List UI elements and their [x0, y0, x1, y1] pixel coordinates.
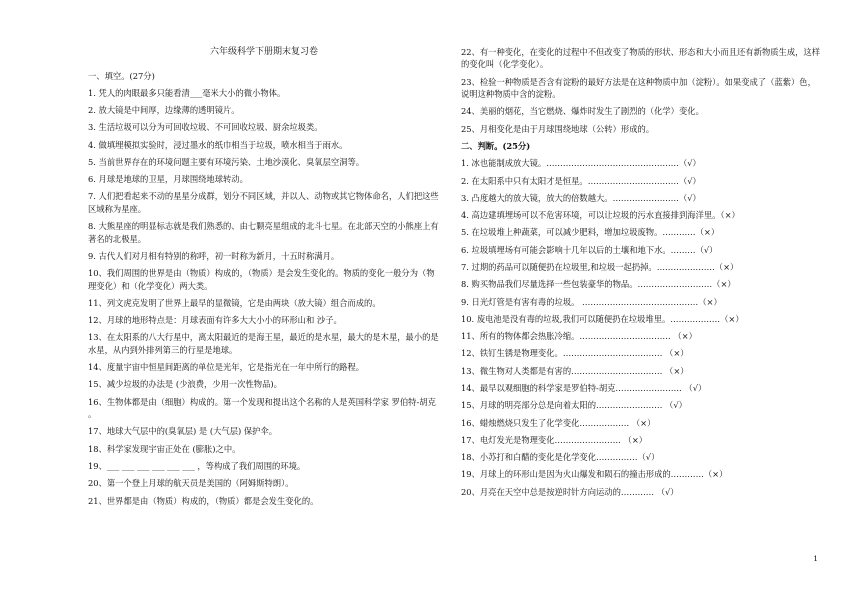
document-title: 六年级科学下册期末复习卷	[209, 47, 318, 57]
section-fill-in-heading: 一、填空。(27分)	[88, 70, 155, 81]
question-item: 19、___ ___ ___ ___ ___ ___ ，等构成了我们周围的环境。	[88, 461, 306, 472]
judgment-item: 14、最早以观细胞的科学家是罗伯特-胡克…………………… （√）	[461, 382, 707, 393]
question-item: 23、检验一种物质是否含有淀粉的最好方法是在这种物质中加（淀粉）。如果变成了（蓝紫）色，说明这种物质中含的淀粉。	[461, 76, 816, 100]
judgment-item: 12、铁钉生锈是物理变化。……………………………… （×）	[461, 348, 689, 359]
question-item: 25、月相变化是由于月球围绕地球（公转）形成的。	[461, 123, 655, 134]
judgment-item: 7. 过期的药品可以随便扔在垃圾里,和垃圾一起扔掉。…………………（×）	[461, 261, 739, 272]
question-item: 24、美丽的烟花，当它燃烧、爆炸时发生了剧烈的（化学）变化。	[461, 106, 704, 117]
question-item: 6. 月球是地球的卫星，月球围绕地球转动。	[88, 174, 248, 185]
question-item: 4. 做填埋模拟实验时，浸过墨水的纸巾相当于垃圾，喷水相当于雨水。	[88, 139, 348, 150]
question-item: 11、列文虎克发明了世界上最早的显微镜，它是由两块（放大镜）组合而成的。	[88, 297, 381, 308]
question-item: 1. 凭人的肉眼最多只能看清___毫米大小的微小物体。	[88, 87, 286, 98]
question-item: 9. 古代人们对月相有特别的称呼，初一时称为新月，十五时称满月。	[88, 250, 340, 261]
judgment-item: 8. 购买物品我们尽量选择一些包装豪华的物品。………………………（×）	[461, 279, 736, 290]
judgment-item: 11、所有的物体都会热胀冷缩。…………………………… （×）	[461, 331, 697, 342]
left-column	[88, 46, 440, 512]
question-item: 20、第一个登上月球的航天员是美国的（阿姆斯特朗）。	[88, 478, 294, 489]
question-item: 16、生物体都是由（细胞）构成的。第一个发现和提出这个名称的人是英国科学家 罗伯特-胡克 。	[88, 396, 436, 420]
question-item: 7. 人们把看起来不动的星星分成群，划分不同区域，并以人、动物或其它物体命名，人们把这些区域称为星座。	[88, 191, 439, 214]
section-judgment-heading: 二、判断。(25分)	[461, 141, 531, 151]
page-number: 1	[813, 554, 818, 563]
question-item: 12、月球的地形特点是：月球表面有许多大大小小的环形山和 沙子。	[88, 315, 342, 326]
question-item: 8. 大熊星座的明显标志就是我们熟悉的、由七颗亮星组成的北斗七星。在北部天空的小熊座上有著名的北极星。	[88, 221, 439, 244]
question-item: 22、有一种变化，在变化的过程中不但改变了物质的形状、形态和大小而且还有新物质生成，这样的变化叫（化学变化）。	[461, 47, 821, 70]
question-item: 2. 放大镜是中间厚，边缘薄的透明镜片。	[88, 105, 240, 116]
judgment-item: 9. 日光灯管是有害有毒的垃圾。 ……………………………………（×）	[461, 296, 722, 307]
judgment-list	[461, 157, 821, 498]
judgment-item: 18、小苏打和白醋的变化是化学变化……………（√）	[461, 452, 660, 463]
fill-in-list	[88, 87, 440, 507]
judgment-item: 2. 在太阳系中只有太阳才是恒星。……………………………（√）	[461, 175, 701, 186]
fill-in-list-continued	[461, 46, 821, 135]
question-item: 18、科学家发现宇宙正处在 (膨胀)之中。	[88, 443, 241, 454]
question-item: 14、度量宇宙中恒星间距离的单位是光年，它是指光在一年中所行的路程。	[88, 362, 365, 373]
judgment-item: 15、月球的明亮部分总是向着太阳的…………………… （√）	[461, 400, 687, 411]
question-item: 15、减少垃圾的办法是 (少浪费，少用一次性物品)。	[88, 379, 282, 390]
judgment-item: 4. 高边建填埋场可以不危害环境，可以让垃圾的污水直接排到海洋里。（×）	[461, 210, 740, 221]
question-item: 10、我们周围的世界是由（物质）构成的，（物质）是会发生变化的。物质的变化一般分为（物理变化）和（化学变化）两大类。	[88, 268, 435, 291]
judgment-item: 19、月球上的环形山是因为火山爆发和陨石的撞击形成的…………（×）	[461, 469, 728, 480]
judgment-item: 6. 垃圾填埋场有可能会影响十几年以后的土壤和地下水。………（√）	[461, 244, 718, 255]
judgment-item: 1. 冰也能制成放大镜。…………………………………………（√）	[461, 158, 701, 169]
question-item: 17、地球大气层中的(臭氧层) 是 (大气层) 保护伞。	[88, 426, 278, 437]
judgment-item: 3. 凸度越大的放大镜，放大的倍数越大。……………………（√）	[461, 192, 701, 203]
judgment-item: 10. 废电池是没有毒的垃圾,我们可以随便扔在垃圾堆里。………………（×）	[461, 313, 744, 324]
judgment-item: 16、蜡烛燃烧只发生了化学变化……………… （×）	[461, 417, 656, 428]
question-item: 13、在太阳系的八大行星中，离太阳最近的是海王星，最近的是水星，最大的是木星，最小的是水星，从内到外排列第三的行星是地球。	[88, 332, 439, 355]
right-column	[461, 46, 821, 503]
judgment-item: 13、微生物对人类都是有害的…………………………… （×）	[461, 365, 689, 376]
question-item: 21、世界都是由（物质）构成的，（物质）都是会发生变化的。	[88, 495, 319, 506]
question-item: 3. 生活垃圾可以分为可回收垃圾、不可回收垃圾、厨余垃圾类。	[88, 122, 323, 133]
judgment-item: 5. 在垃圾堆上种蔬菜，可以减少肥料，增加垃圾废物。…………（×）	[461, 227, 720, 238]
judgment-item: 20、月亮在天空中总是按逆时针方向运动的………… （√）	[461, 486, 679, 497]
question-item: 5. 当前世界存在的环境问题主要有环境污染、土地沙漠化、臭氧层空洞等。	[88, 156, 365, 167]
judgment-item: 17、电灯发光是物理变化…………………… （×）	[461, 434, 648, 445]
